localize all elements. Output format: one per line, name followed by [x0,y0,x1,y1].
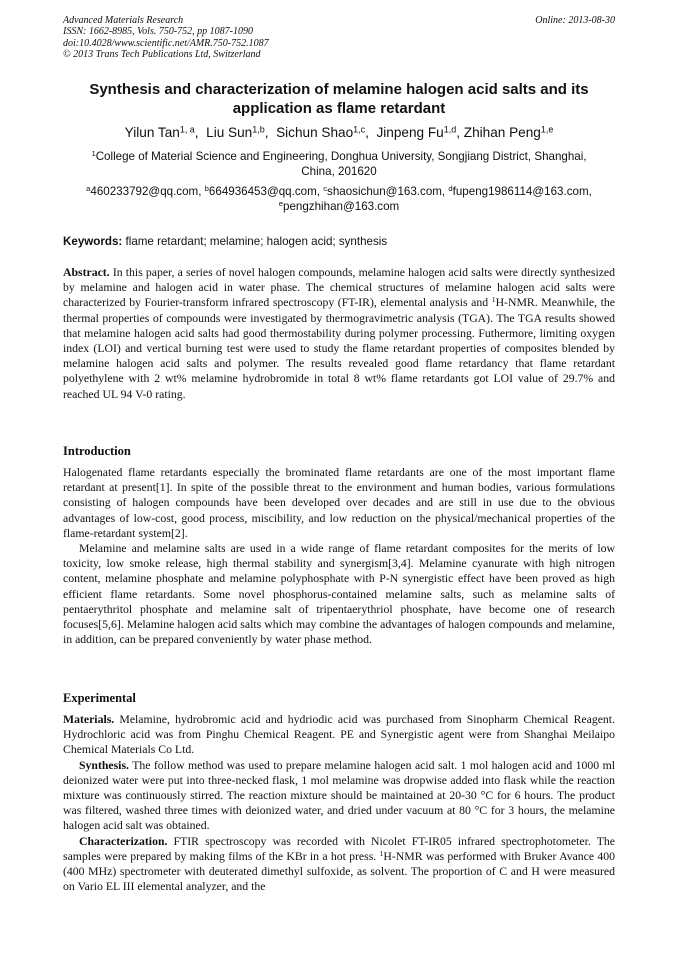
affiliation [63,149,615,179]
materials-paragraph [63,712,615,758]
issn-line: ISSN: 1662-8985, Vols. 750-752, pp 1087-1090 [63,26,253,38]
email-mark: c [323,184,328,194]
email-address: pengzhihan@163.com [283,200,400,213]
author-name: Yilun Tan [124,125,180,140]
synthesis-label: Synthesis. [79,758,129,772]
introduction-paragraph-2: Melamine and melamine salts are used in a wide range of flame retardant composites for the merits of low toxicity, low smoke release, high thermal stability and synergism[3,4]. Melamine cyanurate with high nitrogen content, melamine phosphate and melamine polyphosphate with P-N synergistic effect have been proved as high efficient flame retardants. Some novel phosphorus-contained melamine salts, such as melamine salts of pentaerythritol phosphate and melamine salt of tripentaerythriol phosphate, have become one of research focuses[5,6]. Melamine halogen acid salts which may combine the advantages of halogen compounds and melamine, in addition, can be prepared conveniently by water phase method. [63,542,615,647]
affiliation-mark: 1 [91,149,96,159]
author-affiliation-mark: 1,e [540,124,554,135]
abstract-nmr-mark: 1 [491,295,496,305]
journal-header [63,15,615,60]
author-affiliation-mark: 1,b [252,124,265,135]
email-address: 664936453@qq.com [208,185,317,198]
materials-text: Melamine, hydrobromic acid and hydriodic acid was purchased from Sinopharm Chemical Reagent. Hydrochloric acid was from Pinghu Chemical Reagent. PE and Synergistic agent were from Shanghai Meilaipo Chemical Materials Co Ltd. [63,713,616,757]
title-line-1: Synthesis and characterization of melamine halogen acid salts and its [89,81,589,98]
author-name: Liu Sun [206,125,253,140]
introduction-paragraph-1: Halogenated flame retardants especially the brominated flame retardants are one of the most important flame retardant at present[1]. In spite of the possible threat to the environment and human bodies, various formulations consisting of halogen compounds have been developed over decades and are still in use due to the obvious advantages of low-cost, good process, miscibility, and low reduction on the physical/mechanical properties of the flame-retardant system[2]. [63,466,615,540]
experimental-body [63,712,615,894]
affiliation-line-1: College of Material Science and Engineering, Donghua University, Songjiang District, Shanghai, [95,150,587,163]
author-list: Yilun Tan$^{1, a}$, Liu Sun$^{1,b}$, Sichun Shao$^{1,c}$, Jinpeng Fu$^{1,d}$, Zhihan Peng$^{1,e}$ [124,124,554,140]
author-affiliation-mark: 1, a [179,124,195,135]
online-date: Online: 2013-08-30 [535,15,615,26]
abstract-text-1: In this paper, a series of novel halogen compounds, melamine halogen acid salts were directly synthesized by melamine and halogen acid in water phase. The chemical structures of melamine halogen acid salts were characterized by Fourier-transform infrared spectroscopy (FT-IR), elemental analysis and [63,266,616,310]
abstract [63,265,615,402]
characterization-text-1: FTIR spectroscopy was recorded with Nicolet FT-IR05 infrared spectrophotometer. The samples were prepared by making films of the KBr in a hot press. [63,834,615,863]
materials-label: Materials. [63,713,115,726]
paper-title [63,80,615,118]
doi-line: doi:10.4028/www.scientific.net/AMR.750-752.1087 [63,37,269,49]
email-address: 460233792@qq.com [90,185,199,198]
affiliation-line-2: China, 201620 [301,165,377,178]
keywords [63,234,615,249]
introduction-body [63,465,615,647]
author-affiliation-mark: 1,c [353,124,366,135]
email-mark: a [86,184,91,194]
email-mark: d [448,184,453,194]
email-mark: b [204,184,209,194]
author-name: Sichun Shao [276,125,354,140]
characterization-paragraph [63,834,615,895]
author-name: Jinpeng Fu [376,125,444,140]
synthesis-text: The follow method was used to prepare melamine halogen acid salt. 1 mol halogen acid and 1000 ml deionized water were put into three-necked flask, 1 mol melamine was dropwise added into flask while the reaction mixture was continuously stirred. The reaction mixture should be maintained at 20-30 °C for 6 hours. The product was filtered, washed three times with deionized water, and dried under vacuum at 80 °C for 3 hours, the melamine halogen acid salt was obtained. [63,758,615,833]
author-affiliation-mark: 1,d [443,124,457,135]
email-mark: e [278,199,284,209]
characterization-text-2: H-NMR was performed with Bruker Avance 400 (400 MHz) spectrometer with deuterated dimethyl sulfoxide, as solvent. The proportion of C and H were measured on Vario EL III elemental analyzer, and the [63,849,615,894]
abstract-text-2: H-NMR. Meanwhile, the thermal properties of compounds were investigated by thermogravimetric analysis (TGA). The TGA results showed that melamine halogen acid salts had good thermostability during polymer processing. Futhermore, limiting oxygen index (LOI) and vertical burning test were used to study the flame retardant properties of composites blended by melamine halogen acid salts and polymer. The results revealed good flame retardancy that flame retardant polyethylene with 2 wt% melamine hydrobromide in total 8 wt% flame retardants got LOI value of 29.7% and reached UL 94 V-0 rating. [63,296,615,401]
email-list: $^a$460233792@qq.com, $^b$664936453@qq.com, $^c$shaosichun@163.com, $^d$fupeng1986114@163.com, $^e$pengzhihan@163.com [86,184,592,213]
copyright-line: © 2013 Trans Tech Publications Ltd, Switzerland [63,48,261,60]
journal-name: Advanced Materials Research [63,15,184,26]
title-line-2: application as flame retardant [232,100,446,117]
author-name: Zhihan Peng [463,125,541,140]
keywords-label: Keywords: [63,235,123,248]
characterization-nmr-mark: 1 [379,848,384,858]
experimental-heading: Experimental [63,691,136,705]
email-address: fupeng1986114@163.com [452,185,589,198]
keywords-text: flame retardant; melamine; halogen acid; synthesis [125,235,388,248]
introduction-heading: Introduction [63,444,131,458]
characterization-label: Characterization. [79,834,168,848]
email-address: shaosichun@163.com [327,185,442,198]
synthesis-paragraph [63,758,615,834]
abstract-label: Abstract. [63,266,110,279]
